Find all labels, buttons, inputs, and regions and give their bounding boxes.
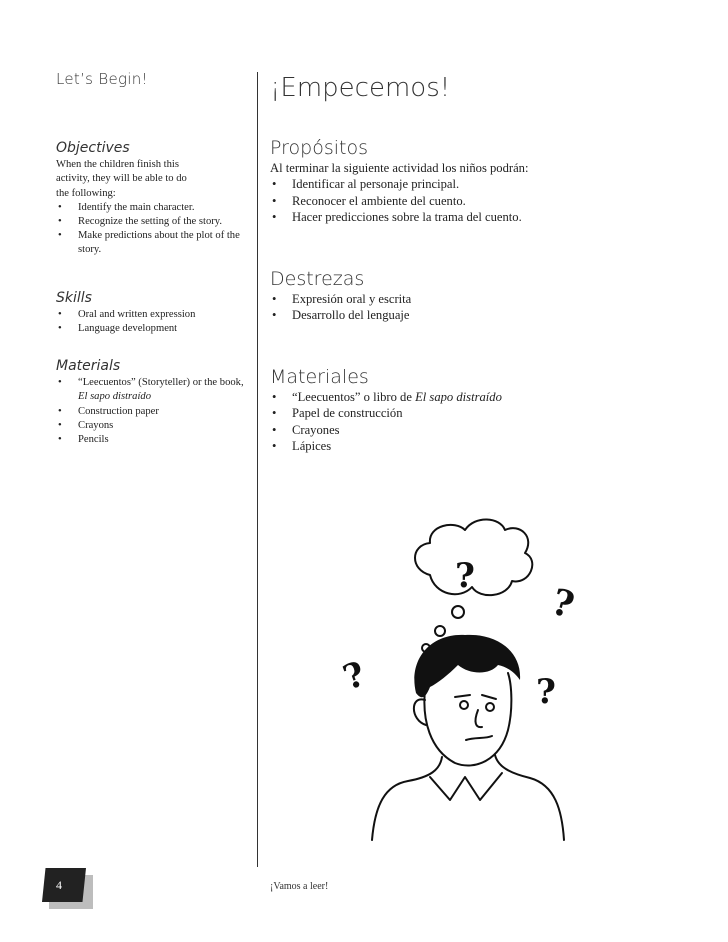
list-item: • Papel de construcción (270, 405, 690, 422)
shirt-collar (430, 773, 502, 800)
list-item: • Language development (56, 322, 248, 336)
list-item: • Identificar al personaje principal. (270, 176, 690, 193)
materials-section (56, 359, 248, 447)
boy-eyes (455, 695, 496, 699)
propositos-heading: Propósitos (270, 137, 368, 159)
list-item: • Pencils (56, 433, 248, 447)
list-item: • Hacer predicciones sobre la trama del cuento. (270, 209, 690, 226)
list-item: • Recognize the setting of the story. (56, 215, 248, 229)
boy-body (372, 757, 442, 840)
page-number-box (42, 868, 88, 904)
thought-bubble (452, 606, 464, 618)
list-item: • Desarrollo del lenguaje (270, 307, 690, 324)
footer-title: ¡Vamos a leer! (270, 881, 329, 892)
thought-bubble (435, 626, 445, 636)
question-mark: ? (536, 672, 556, 712)
book-title: El sapo distraído (78, 391, 151, 403)
list-item: • Identify the main character. (56, 201, 248, 215)
list-item: • Reconocer el ambiente del cuento. (270, 193, 690, 210)
question-mark: ? (455, 556, 475, 596)
propositos-intro: Al terminar la siguiente actividad los niños podrán: (270, 160, 529, 175)
propositos-list (270, 176, 690, 226)
destrezas-list (270, 291, 690, 324)
skills-heading: Skills (56, 290, 92, 306)
page-number: 4 (56, 878, 62, 892)
english-title: Let’s Begin! (56, 70, 148, 88)
list-item: • Crayons (56, 419, 248, 433)
boy-nose (475, 710, 482, 727)
column-divider (257, 72, 258, 867)
objectives-list (56, 201, 248, 258)
destrezas-section (270, 268, 690, 324)
objectives-heading: Objectives (56, 140, 130, 156)
skills-section (56, 291, 248, 337)
propositos-section (270, 137, 690, 226)
list-item: • “Leecuentos” o libro de El sapo distraído (270, 389, 690, 406)
list-item: • Make predictions about the plot of the story. (56, 229, 248, 257)
materials-heading: Materials (56, 358, 121, 374)
spanish-title: ¡Empecemos! (270, 73, 451, 103)
list-item: • Oral and written expression (56, 308, 248, 322)
list-item: • Construction paper (56, 405, 248, 419)
book-title: El sapo distraído (415, 389, 502, 404)
materials-list (56, 376, 248, 447)
confused-boy-illustration (330, 515, 600, 845)
boy-hair (414, 635, 520, 697)
objectives-section (56, 141, 248, 258)
question-mark: ? (547, 580, 579, 627)
list-item: • Lápices (270, 438, 690, 455)
list-item: • Crayones (270, 422, 690, 439)
destrezas-heading: Destrezas (270, 268, 365, 290)
list-item: • Expresión oral y escrita (270, 291, 690, 308)
boy-mouth (466, 736, 492, 740)
materiales-section (270, 366, 690, 455)
materiales-list (270, 389, 690, 455)
skills-list (56, 308, 248, 336)
question-mark: ? (338, 654, 371, 699)
materiales-heading: Materiales (270, 366, 369, 388)
objectives-intro: When the children finish this activity, they will be able to do the following: (56, 159, 187, 199)
list-item: • “Leecuentos” (Storyteller) or the book, El sapo distraído (56, 376, 248, 404)
boy-face (424, 673, 511, 766)
